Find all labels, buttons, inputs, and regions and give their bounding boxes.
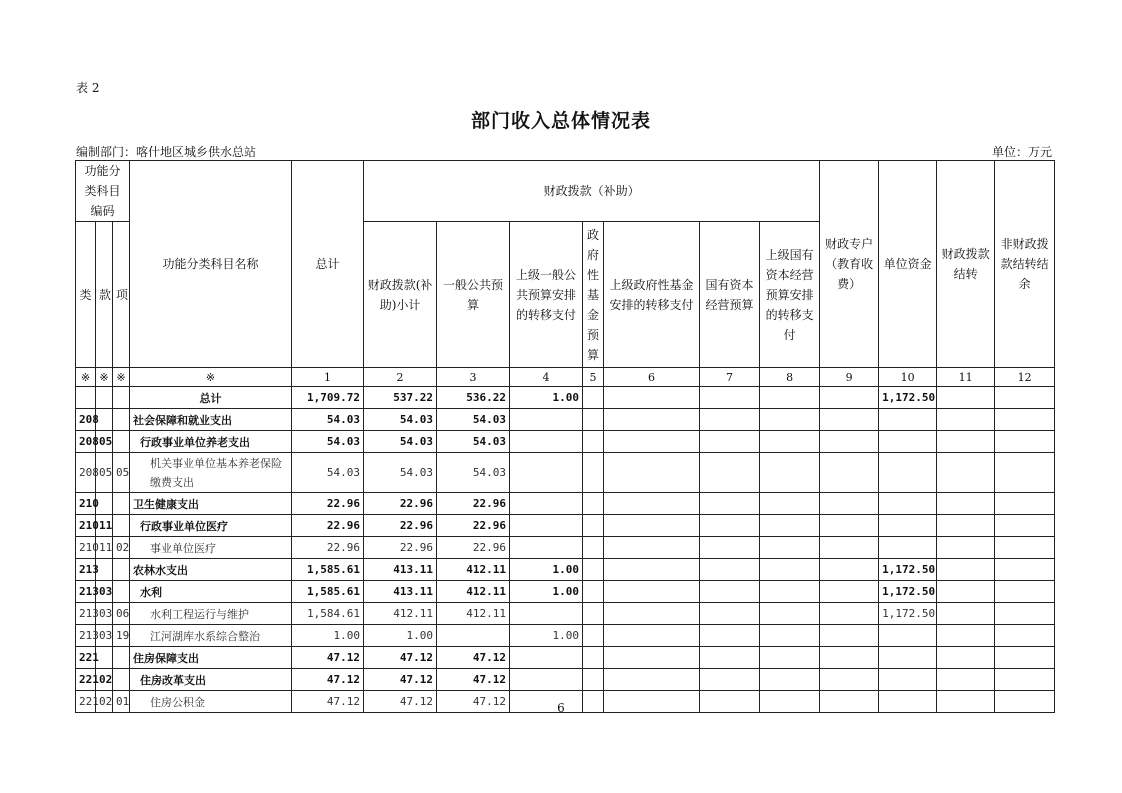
index-number: 1 (292, 368, 364, 387)
code-lei: 221 (76, 647, 96, 669)
cell-nonfiscal-carryover (995, 387, 1055, 409)
cell-carryover (937, 603, 995, 625)
index-mark: ※ (76, 368, 96, 387)
row-name: 卫生健康支出 (130, 493, 292, 515)
cell-gov-fund (583, 647, 604, 669)
cell-gov-fund (583, 537, 604, 559)
code-lei (76, 387, 96, 409)
page-title: 部门收入总体情况表 (470, 110, 651, 132)
table-row (76, 559, 1055, 581)
cell-upper-state-capital (760, 581, 820, 603)
cell-subtotal: 1.00 (364, 625, 437, 647)
header-fiscal-group: 财政拨款（补助） (364, 161, 820, 222)
code-xiang (113, 669, 130, 691)
header-upper-general: 上级一般公共预算安排的转移支付 (510, 222, 583, 368)
table-row (76, 647, 1055, 669)
index-number: 6 (604, 368, 700, 387)
cell-total: 1,585.61 (292, 559, 364, 581)
code-xiang (113, 493, 130, 515)
cell-subtotal: 537.22 (364, 387, 437, 409)
cell-edu-fee (820, 559, 879, 581)
index-number: 4 (510, 368, 583, 387)
table-row (76, 669, 1055, 691)
cell-gov-fund (583, 515, 604, 537)
cell-gov-fund (583, 431, 604, 453)
header-upper-gov-fund: 上级政府性基金安排的转移支付 (604, 222, 700, 368)
row-name: 住房改革支出 (130, 669, 292, 691)
cell-upper-general (510, 431, 583, 453)
cell-upper-gov-fund (604, 493, 700, 515)
cell-state-capital (700, 603, 760, 625)
code-kuan: 11 (96, 515, 113, 537)
code-xiang (113, 387, 130, 409)
table-row (76, 409, 1055, 431)
cell-nonfiscal-carryover (995, 453, 1055, 493)
header-subtotal: 财政拨款(补助)小计 (364, 222, 437, 368)
code-kuan: 02 (96, 691, 113, 713)
cell-upper-general (510, 603, 583, 625)
code-kuan: 05 (96, 453, 113, 493)
cell-upper-general (510, 515, 583, 537)
header-upper-state-capital: 上级国有资本经营预算安排的转移支付 (760, 222, 820, 368)
row-name: 住房公积金 (130, 691, 292, 713)
cell-upper-state-capital (760, 537, 820, 559)
cell-subtotal: 413.11 (364, 581, 437, 603)
table-row (76, 537, 1055, 559)
table-row (76, 603, 1055, 625)
cell-carryover (937, 409, 995, 431)
code-xiang (113, 409, 130, 431)
cell-nonfiscal-carryover (995, 493, 1055, 515)
header-edu-fee: 财政专户（教育收费） (820, 161, 879, 368)
cell-general: 412.11 (437, 581, 510, 603)
cell-total: 54.03 (292, 431, 364, 453)
header-total: 总计 (292, 161, 364, 368)
row-name: 总计 (130, 387, 292, 409)
cell-carryover (937, 625, 995, 647)
cell-upper-state-capital (760, 431, 820, 453)
code-lei: 213 (76, 603, 96, 625)
unit-label: 单位：万元 (991, 145, 1052, 159)
cell-general: 22.96 (437, 537, 510, 559)
cell-upper-general: 1.00 (510, 625, 583, 647)
cell-nonfiscal-carryover (995, 409, 1055, 431)
code-lei: 208 (76, 409, 96, 431)
cell-unit-funds (879, 431, 937, 453)
cell-general: 54.03 (437, 431, 510, 453)
cell-edu-fee (820, 669, 879, 691)
cell-total: 54.03 (292, 409, 364, 431)
cell-general (437, 625, 510, 647)
table-row (76, 453, 1055, 493)
code-lei: 210 (76, 515, 96, 537)
cell-state-capital (700, 625, 760, 647)
cell-nonfiscal-carryover (995, 625, 1055, 647)
header-nonfiscal-carryover: 非财政拨款结转结余 (995, 161, 1055, 368)
table-row (76, 431, 1055, 453)
cell-upper-gov-fund (604, 603, 700, 625)
cell-edu-fee (820, 409, 879, 431)
cell-total: 22.96 (292, 493, 364, 515)
cell-edu-fee (820, 625, 879, 647)
cell-edu-fee (820, 387, 879, 409)
cell-upper-gov-fund (604, 453, 700, 493)
table-label: 表 2 (76, 81, 100, 95)
cell-carryover (937, 647, 995, 669)
cell-general: 536.22 (437, 387, 510, 409)
index-number: 5 (583, 368, 604, 387)
cell-state-capital (700, 537, 760, 559)
cell-upper-gov-fund (604, 559, 700, 581)
code-xiang (113, 581, 130, 603)
index-number: 7 (700, 368, 760, 387)
row-name: 事业单位医疗 (130, 537, 292, 559)
cell-carryover (937, 453, 995, 493)
cell-edu-fee (820, 515, 879, 537)
table-row (76, 625, 1055, 647)
cell-nonfiscal-carryover (995, 515, 1055, 537)
cell-general: 412.11 (437, 559, 510, 581)
row-name: 水利 (130, 581, 292, 603)
cell-edu-fee (820, 493, 879, 515)
cell-edu-fee (820, 537, 879, 559)
header-carryover: 财政拨款结转 (937, 161, 995, 368)
cell-edu-fee (820, 431, 879, 453)
index-number: 3 (437, 368, 510, 387)
cell-general: 22.96 (437, 493, 510, 515)
index-number: 10 (879, 368, 937, 387)
cell-edu-fee (820, 453, 879, 493)
cell-nonfiscal-carryover (995, 581, 1055, 603)
code-xiang (113, 559, 130, 581)
cell-state-capital (700, 669, 760, 691)
index-number: 9 (820, 368, 879, 387)
cell-state-capital (700, 453, 760, 493)
cell-upper-general: 1.00 (510, 581, 583, 603)
code-kuan: 03 (96, 625, 113, 647)
cell-unit-funds (879, 409, 937, 431)
cell-subtotal: 22.96 (364, 515, 437, 537)
cell-subtotal: 22.96 (364, 493, 437, 515)
header-xiang: 项 (113, 222, 130, 368)
cell-upper-gov-fund (604, 647, 700, 669)
cell-nonfiscal-carryover (995, 669, 1055, 691)
cell-carryover (937, 559, 995, 581)
cell-carryover (937, 537, 995, 559)
cell-upper-gov-fund (604, 625, 700, 647)
cell-edu-fee (820, 581, 879, 603)
cell-upper-general: 1.00 (510, 387, 583, 409)
index-row (76, 368, 1055, 387)
cell-nonfiscal-carryover (995, 431, 1055, 453)
cell-upper-gov-fund (604, 431, 700, 453)
cell-gov-fund (583, 387, 604, 409)
code-kuan: 11 (96, 537, 113, 559)
cell-general: 412.11 (437, 603, 510, 625)
code-kuan: 02 (96, 669, 113, 691)
cell-upper-state-capital (760, 625, 820, 647)
cell-subtotal: 47.12 (364, 669, 437, 691)
cell-upper-general (510, 537, 583, 559)
cell-state-capital (700, 581, 760, 603)
cell-gov-fund (583, 559, 604, 581)
cell-general: 54.03 (437, 453, 510, 493)
cell-edu-fee (820, 603, 879, 625)
cell-upper-general (510, 409, 583, 431)
code-lei: 213 (76, 559, 96, 581)
cell-upper-general (510, 493, 583, 515)
cell-total: 1.00 (292, 625, 364, 647)
cell-upper-gov-fund (604, 581, 700, 603)
cell-upper-state-capital (760, 647, 820, 669)
cell-state-capital (700, 647, 760, 669)
index-number: 12 (995, 368, 1055, 387)
cell-state-capital (700, 387, 760, 409)
cell-gov-fund (583, 603, 604, 625)
row-name: 农林水支出 (130, 559, 292, 581)
header-unit-funds: 单位资金 (879, 161, 937, 368)
org-label: 编制部门：喀什地区城乡供水总站 (76, 145, 257, 159)
cell-total: 47.12 (292, 669, 364, 691)
header-kuan: 款 (96, 222, 113, 368)
code-lei: 213 (76, 625, 96, 647)
cell-upper-state-capital (760, 559, 820, 581)
code-kuan: 03 (96, 603, 113, 625)
cell-general: 47.12 (437, 691, 510, 713)
cell-upper-state-capital (760, 453, 820, 493)
row-name: 水利工程运行与维护 (130, 603, 292, 625)
cell-general: 47.12 (437, 647, 510, 669)
index-number: 2 (364, 368, 437, 387)
cell-gov-fund (583, 493, 604, 515)
cell-state-capital (700, 431, 760, 453)
table-row (76, 515, 1055, 537)
cell-subtotal: 47.12 (364, 647, 437, 669)
code-lei: 210 (76, 537, 96, 559)
code-lei: 210 (76, 493, 96, 515)
code-xiang (113, 431, 130, 453)
code-xiang: 05 (113, 453, 130, 493)
row-name: 机关事业单位基本养老保险缴费支出 (130, 453, 292, 493)
cell-upper-general (510, 453, 583, 493)
cell-total: 1,585.61 (292, 581, 364, 603)
row-name: 行政事业单位医疗 (130, 515, 292, 537)
cell-unit-funds: 1,172.50 (879, 559, 937, 581)
cell-unit-funds (879, 515, 937, 537)
header-func-code: 功能分类科目编码 (76, 161, 130, 222)
table-row (76, 387, 1055, 409)
code-xiang: 01 (113, 691, 130, 713)
cell-edu-fee (820, 647, 879, 669)
cell-general: 54.03 (437, 409, 510, 431)
cell-gov-fund (583, 581, 604, 603)
cell-general: 47.12 (437, 669, 510, 691)
cell-gov-fund (583, 669, 604, 691)
header-name: 功能分类科目名称 (130, 161, 292, 368)
code-xiang: 06 (113, 603, 130, 625)
index-mark: ※ (113, 368, 130, 387)
code-xiang (113, 647, 130, 669)
cell-unit-funds (879, 625, 937, 647)
cell-upper-gov-fund (604, 515, 700, 537)
code-kuan: 05 (96, 431, 113, 453)
cell-total: 47.12 (292, 647, 364, 669)
header-general: 一般公共预算 (437, 222, 510, 368)
code-xiang (113, 515, 130, 537)
index-mark: ※ (130, 368, 292, 387)
cell-gov-fund (583, 453, 604, 493)
cell-total: 54.03 (292, 453, 364, 493)
cell-gov-fund (583, 409, 604, 431)
code-xiang: 19 (113, 625, 130, 647)
cell-subtotal: 54.03 (364, 431, 437, 453)
cell-subtotal: 412.11 (364, 603, 437, 625)
cell-upper-general: 1.00 (510, 559, 583, 581)
cell-total: 22.96 (292, 515, 364, 537)
cell-total: 1,709.72 (292, 387, 364, 409)
table-row (76, 581, 1055, 603)
header-state-capital: 国有资本经营预算 (700, 222, 760, 368)
row-name: 江河湖库水系综合整治 (130, 625, 292, 647)
index-mark: ※ (96, 368, 113, 387)
page-number: 6 (557, 701, 565, 715)
header-gov-fund: 政府性基金预算 (583, 222, 604, 368)
header-lei: 类 (76, 222, 96, 368)
index-number: 11 (937, 368, 995, 387)
cell-nonfiscal-carryover (995, 603, 1055, 625)
cell-upper-general (510, 669, 583, 691)
cell-carryover (937, 581, 995, 603)
cell-unit-funds (879, 647, 937, 669)
row-name: 行政事业单位养老支出 (130, 431, 292, 453)
cell-upper-gov-fund (604, 537, 700, 559)
row-name: 社会保障和就业支出 (130, 409, 292, 431)
cell-unit-funds (879, 493, 937, 515)
code-lei: 221 (76, 669, 96, 691)
cell-nonfiscal-carryover (995, 559, 1055, 581)
cell-subtotal: 22.96 (364, 537, 437, 559)
cell-unit-funds: 1,172.50 (879, 581, 937, 603)
code-lei: 221 (76, 691, 96, 713)
cell-nonfiscal-carryover (995, 537, 1055, 559)
code-lei: 213 (76, 581, 96, 603)
cell-unit-funds (879, 453, 937, 493)
code-kuan: 03 (96, 581, 113, 603)
cell-subtotal: 54.03 (364, 453, 437, 493)
cell-upper-state-capital (760, 669, 820, 691)
cell-total: 22.96 (292, 537, 364, 559)
cell-total: 47.12 (292, 691, 364, 713)
cell-carryover (937, 493, 995, 515)
cell-nonfiscal-carryover (995, 647, 1055, 669)
cell-general: 22.96 (437, 515, 510, 537)
cell-subtotal: 413.11 (364, 559, 437, 581)
code-lei: 208 (76, 431, 96, 453)
cell-state-capital (700, 409, 760, 431)
cell-upper-general (510, 647, 583, 669)
code-kuan (96, 387, 113, 409)
code-xiang: 02 (113, 537, 130, 559)
cell-state-capital (700, 515, 760, 537)
cell-gov-fund (583, 625, 604, 647)
cell-upper-state-capital (760, 493, 820, 515)
cell-unit-funds: 1,172.50 (879, 603, 937, 625)
cell-upper-state-capital (760, 515, 820, 537)
cell-carryover (937, 431, 995, 453)
index-number: 8 (760, 368, 820, 387)
cell-upper-state-capital (760, 603, 820, 625)
table-row (76, 493, 1055, 515)
cell-subtotal: 54.03 (364, 409, 437, 431)
cell-carryover (937, 669, 995, 691)
cell-carryover (937, 387, 995, 409)
row-name: 住房保障支出 (130, 647, 292, 669)
cell-upper-gov-fund (604, 387, 700, 409)
cell-upper-state-capital (760, 409, 820, 431)
cell-state-capital (700, 493, 760, 515)
cell-unit-funds (879, 537, 937, 559)
revenue-table (75, 160, 1055, 713)
cell-upper-gov-fund (604, 409, 700, 431)
cell-subtotal: 47.12 (364, 691, 437, 713)
cell-state-capital (700, 559, 760, 581)
cell-carryover (937, 515, 995, 537)
cell-unit-funds: 1,172.50 (879, 387, 937, 409)
code-lei: 208 (76, 453, 96, 493)
cell-unit-funds (879, 669, 937, 691)
cell-total: 1,584.61 (292, 603, 364, 625)
cell-upper-gov-fund (604, 669, 700, 691)
cell-upper-state-capital (760, 387, 820, 409)
